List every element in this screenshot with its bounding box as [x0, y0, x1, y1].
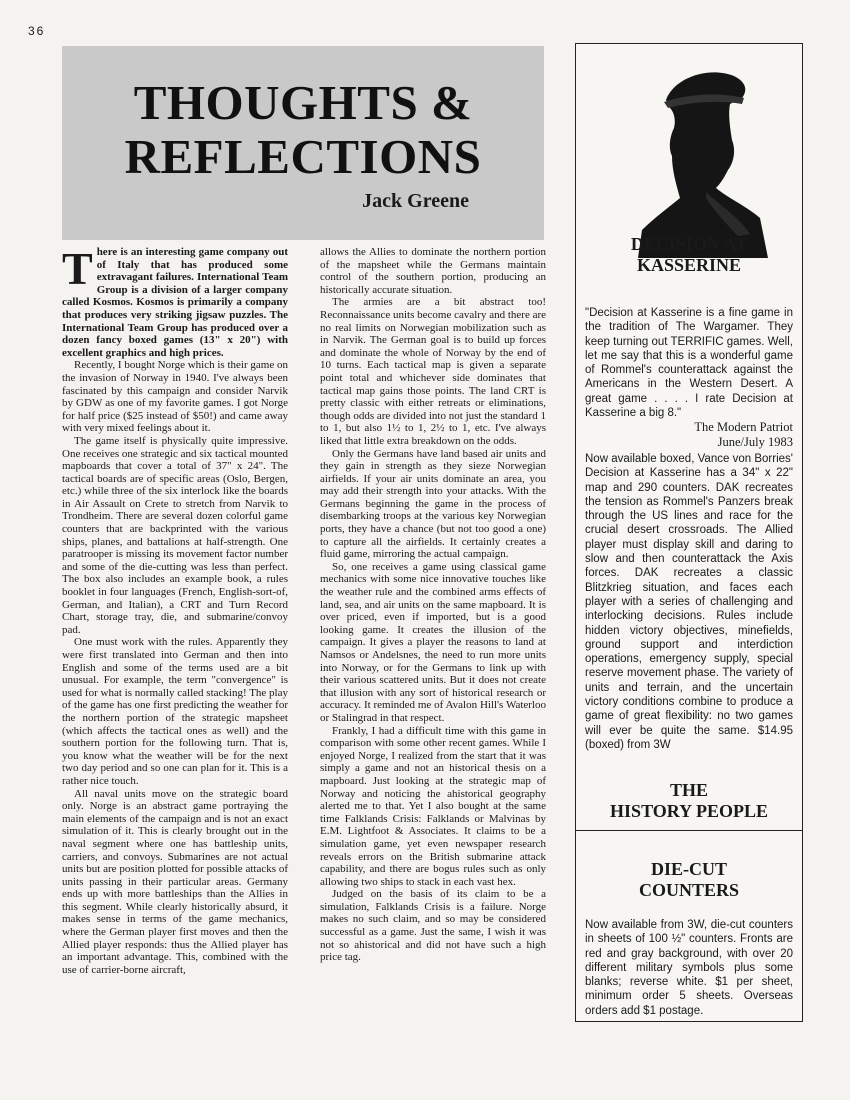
title-line-1: THOUGHTS & [133, 75, 473, 130]
brand-line: HISTORY PEOPLE [610, 801, 768, 821]
ad-quote-block [585, 306, 793, 450]
lead-text: here is an interesting game company out of Italy that has produced some extravagant failures. International Team Group is a division of a larger company called Kosmos. Kosmos is primarily a company that produces very striking jigsaw puzzles. The International Team Group has produced over a dozen fancy boxed games (13" x 20") with excellent graphics and high prices. [62, 246, 288, 359]
title-line-2: REFLECTIONS [124, 129, 482, 184]
page-number: 36 [28, 24, 46, 38]
lead-paragraph [62, 243, 288, 359]
officer-portrait-image [638, 58, 768, 258]
col2-paragraph: Only the Germans have land based air units and they gain in strength as they sieze Norwegian airfields. If your air units dominate an area, you may add their strength into your attacks. With the Germans beginning the game in the process of disembarking troops at the various key Norwegian ports, they have a chance (but not too good a one) to capture all the airfields. It certainly creates a fluid game, mirroring the actual campaign. [320, 447, 546, 561]
ad-body-block [585, 452, 793, 752]
counters-body-block [585, 918, 793, 1018]
brand-line: THE [669, 780, 708, 800]
col2-paragraph: So, one receives a game using classical game mechanics with some nice innovative touches like the weather rule and the combined arms effects of land, sea, and air units on the same mapboard. It is over priced, even if imported, but is a good looking game. It creates the illusion of the campaign. It gives a player the reasons to land at Namsos or Andelsnes, the need to run more units into Norway, or for the Germans to link up with their various scattered units. But it does not create that illusion with any sort of historical research or accuracy. It reminded me of Avalon Hill's Waterloo or Stalingrad in that respect. [320, 560, 546, 724]
heading-line: KASSERINE [636, 255, 742, 275]
col2-paragraph: allows the Allies to dominate the northern portion of the mapsheet while the Germans maintain control of the southern portion, producing an historically accurate situation. [320, 246, 546, 296]
col1-paragraph: All naval units move on the strategic board only. Norge is an abstract game portraying the main elements of the campaign and is not an exact simulation of it. This is clearly brought out in the naval segment where one has battleship units, carriers, and convoys. Submarines are not actual units but are position plotted for possible attacks of units passing in their particular areas. Germany ends up with more battleships than the Allies in this segment. While clearly historically absurd, it makes sense in terms of the game mechanics, where the German player first moves and then the Allied player responds: thus the Allied player has an important advantage. This, combined with the use of carrier-borne aircraft, [62, 787, 288, 976]
byline: Jack Greene [362, 190, 469, 212]
ad-heading-counters [576, 859, 802, 901]
col1-paragraph: The game itself is physically quite impressive. One receives one strategic and six tactical mounted mapboards that cover a total of 37" x 24". The tactical boards are of specific areas (Oslo, Bergen, etc.) while three of the six interlock like the boards in Air Assault on Crete to stretch from Narvik to Trondheim. There are several dozen colorful game counters that are backprinted with the various ships, planes, and battalions at half-strength. One paratrooper is missing its movement factor number and some of the die-cutting was less than perfect. The box also includes an example book, a rules booklet in four languages (French, English-sort-of, German, and Italian), a CRT and Turn Record Chart, storage tray, die, and submarine/convoy pad. [62, 434, 288, 636]
counters-body: Now available from 3W, die-cut counters in sheets of 100 ½" counters. Fronts are red and gray background, with over 20 different military symbols plus some blanks; reverse white. $1 per sheet, minimum order 5 sheets. Overseas orders add $1 postage. [585, 919, 793, 1017]
article-title [62, 76, 544, 184]
review-quote: "Decision at Kasserine is a fine game in the tradition of The Wargamer. They keep turning out TERRIFIC games. Well, let me say that this is a wonderful game of Rommel's counterattack against the Americans in the Western Desert. A great game . . . . I rate Decision at Kasserine a big 8." [585, 307, 793, 420]
drop-cap: T [62, 243, 93, 294]
col2-paragraph: Frankly, I had a difficult time with this game in comparison with some other recent games. While I enjoyed Norge, I realized from the start that it was simply a game and not an historical thesis on a mapboard. Just looking at the strategic map of Norway and noticing the ahistorical geography alerted me to that. Yet I also bought at the same time Falklands Crisis: Falklands or Malvinas by E.M. Lightfoot & Associates. It claims to be a simulation game, yet even newspaper research reveals errors on the British submarine attack capability, and there are bogus rules such as only allowing two ships to stack in each vast hex. [320, 724, 546, 888]
heading-line: DIE-CUT [650, 859, 727, 879]
sidebar-divider [576, 830, 802, 831]
article-column-1 [62, 243, 288, 976]
heading-line: COUNTERS [638, 880, 740, 900]
col1-paragraph: One must work with the rules. Apparently they were first translated into German and then into English and some of the terms used are a bit unusual. For example, the term "convergence" is used for what is normally called stacking! The play of the game has one first predicting the weather for the northern portion of the strategic mapsheet (which affects the tactical ones as well) and the southern portion for the following turn. That is, you know what the weather will be for the next two day period and so one can plan for it. This is a rather nice touch. [62, 636, 288, 787]
ad-heading-kasserine [576, 234, 802, 276]
col1-paragraph: Recently, I bought Norge which is their game on the invasion of Norway in 1940. I've always been fascinated by this campaign and consider Narvik by GDW as one of my favorite games. I got Norge for half price ($25 instead of $50!) and came away with very mixed feelings about it. [62, 359, 288, 435]
col2-paragraph: Judged on the basis of its claim to be a simulation, Falklands Crisis is a failure. Norge makes no such claim, and so may be considered successful as a game. Just the same, I wish it was not so ahistorical and did not have such a high price tag. [320, 888, 546, 964]
sidebar-ad [575, 43, 803, 1022]
quote-source: The Modern Patriot [694, 420, 793, 435]
ad-body: Now available boxed, Vance von Borries' Decision at Kasserine has a 34" x 22" map and 290 counters. DAK recreates the tension as Rommel's Panzers break through the US lines and race for the crucial desert crossroads. The Allied player must display skill and daring to slow and then counterattack the Axis forces. DAK recreates a classic Blitzkrieg situation, and faces each player with a series of challenging and interlocking decisions. Rules include hidden victory objectives, minefields, ground support and interdiction operations, emergency supply, special reserve movement phase. The variety of units and terrain, and the uncertain victory conditions combine to produce a game of great flexibility: no two games will ever be quite the same. $14.95 (boxed) from 3W [585, 453, 793, 751]
title-panel [62, 46, 544, 240]
brand-tagline [576, 780, 802, 822]
col2-paragraph: The armies are a bit abstract too! Reconnaissance units become cavalry and there are no real limits on Norwegian mobilization such as in Narvik. The German goal is to build up forces and dominate the whole of Norway by the end of 10 turns. Each tactical map is given a separate point total and whichever side dominates that tactical map gains those points. The land CRT is pretty classic with either retreats or eliminations, though odds are divided into not just the standard 1 to 1, but also 1½ to 1, 2½ to 1, etc. I've always liked that little extra breakdown on the odds. [320, 296, 547, 447]
article-column-2 [320, 246, 546, 964]
heading-line: DECISION AT [630, 234, 748, 254]
quote-date: June/July 1983 [717, 435, 793, 450]
